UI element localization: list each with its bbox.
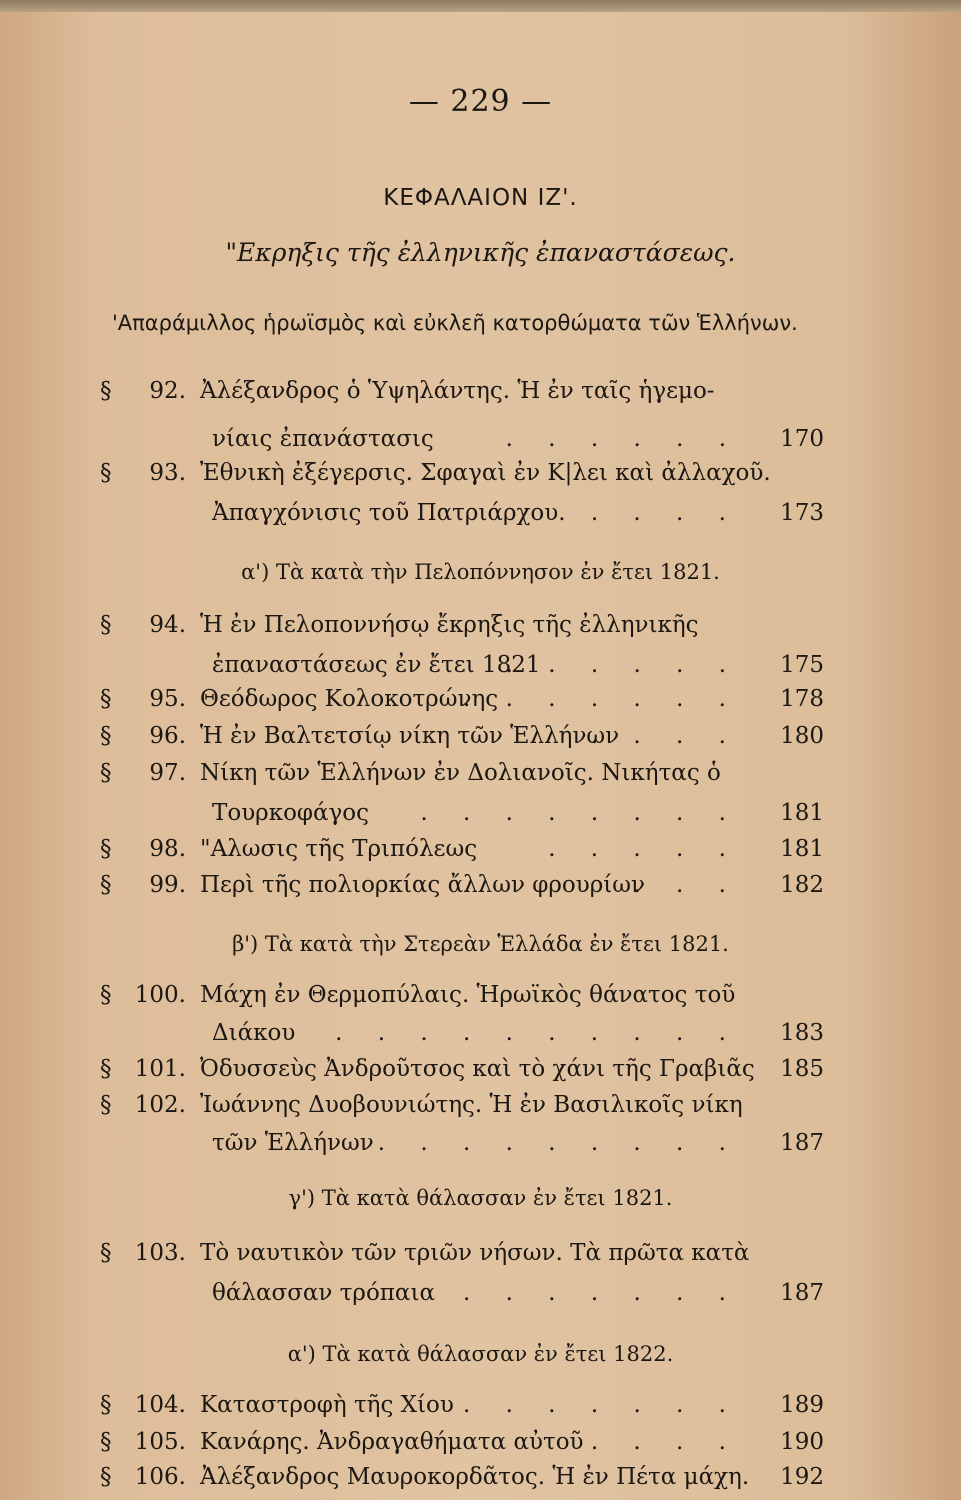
section-sign: § [100,1092,112,1118]
subheading: β') Τὰ κατὰ τὴν Στερεὰν Ἑλλάδα ἐν ἔτει 1821. [232,932,729,956]
entry-title: Ἀλέξανδρος ὁ Ὑψηλάντης. Ἡ ἐν ταῖς ἡγεμο- [200,378,715,404]
leader-dots: . . . . . . . [462,1280,740,1306]
leader-dots: . . . . . . . . [420,800,740,826]
leader-dots: . . . . . . . [462,686,740,712]
page-ref: 182 [780,872,824,898]
page-ref: 173 [780,500,824,526]
page-ref: 178 [780,686,824,712]
section-number: 102. [134,1092,186,1118]
page-ref: 175 [780,652,824,678]
subheading: α') Τὰ κατὰ τὴν Πελοπόννησον ἐν ἔτει 1821. [241,560,720,584]
page-ref: 170 [780,426,824,452]
page-ref: 180 [780,723,824,749]
entry-title: Θεόδωρος Κολοκοτρώνης [200,686,499,712]
subheading: γ') Τὰ κατὰ θάλασσαν ἐν ἔτει 1821. [288,1186,673,1210]
section-sign: § [100,612,112,638]
section-number: 96. [149,723,186,749]
section-number: 94. [149,612,186,638]
section-number: 104. [134,1392,186,1418]
entry-title: Ἰωάννης Δυοβουνιώτης. Ἡ ἐν Βασιλικοῖς νίκη [200,1092,743,1118]
section-sign: § [100,1056,112,1082]
entry-title: Νίκη τῶν Ἑλλήνων ἐν Δολιανοῖς. Νικήτας ὁ [200,760,721,786]
entry-title-cont: Τουρκοφάγος [212,800,370,826]
entry-title-cont: νίαις ἐπανάστασις [212,426,434,452]
entry-title: Κανάρης. Ἀνδραγαθήματα αὐτοῦ [200,1429,584,1455]
entry-title-cont: ἐπαναστάσεως ἐν ἔτει 1821 [212,652,541,678]
chapter-title: "Εκρηξις τῆς ἐλληνικῆς ἐπαναστάσεως. [225,238,736,267]
leader-dots: . . . . . [548,836,740,862]
section-number: 97. [149,760,186,786]
page-ref: 183 [780,1020,824,1046]
page-ref: 190 [780,1429,824,1455]
entry-title-cont: τῶν Ἑλλήνων [212,1130,374,1156]
section-number: 98. [149,836,186,862]
section-number: 99. [149,872,186,898]
entry-title: Μάχη ἐν Θερμοπύλαις. Ἡρωϊκὸς θάνατος τοῦ [200,982,736,1008]
leader-dots: . . . . . . [505,652,740,678]
section-number: 92. [149,378,186,404]
section-sign: § [100,723,112,749]
page-ref: 187 [780,1280,824,1306]
entry-title: "Αλωσις τῆς Τριπόλεως [200,836,478,862]
page-ref: 189 [780,1392,824,1418]
subheading: α') Τὰ κατὰ θάλασσαν ἐν ἔτει 1822. [287,1342,674,1366]
chapter-heading: ΚΕΦΑΛΑΙΟΝ ΙΖ'. [383,185,578,211]
page-edge [0,0,961,12]
page-ref: 181 [780,800,824,826]
entry-title: Ἀλέξανδρος Μαυροκορδᾶτος. Ἡ ἐν Πέτα μάχη. [200,1464,750,1490]
leader-dots: . . . . [590,500,740,526]
leader-dots: . . . [633,872,740,898]
leader-dots: . . . . . . . . . [377,1130,740,1156]
entry-title: Περὶ τῆς πολιορκίας ἄλλων φρουρίων [200,872,646,898]
section-number: 105. [134,1429,186,1455]
entry-title: Τὸ ναυτικὸν τῶν τριῶν νήσων. Τὰ πρῶτα κατὰ [200,1240,750,1266]
leader-dots: . . . . . . . [462,1392,740,1418]
section-number: 100. [134,982,186,1008]
leader-dots: . . . . . . . . . . [335,1020,740,1046]
section-sign: § [100,1429,112,1455]
page-number: — 229 — [408,84,553,119]
entry-title-cont: Ἀπαγχόνισις τοῦ Πατριάρχου. [212,500,566,526]
section-number: 103. [134,1240,186,1266]
leader-dots: . . . . [590,723,740,749]
entry-title-cont: Διάκου [212,1020,296,1046]
entry-title-cont: θάλασσαν τρόπαια [212,1280,436,1306]
page-ref: 192 [780,1464,824,1490]
chapter-summary: 'Απαράμιλλος ἡρωϊσμὸς καὶ εὐκλεῆ κατορθώματα τῶν Ἑλλήνων. [112,311,798,335]
section-sign: § [100,686,112,712]
section-sign: § [100,460,112,486]
section-number: 95. [149,686,186,712]
page-ref: 185 [780,1056,824,1082]
section-sign: § [100,1240,112,1266]
section-number: 93. [149,460,186,486]
section-sign: § [100,872,112,898]
page-ref: 187 [780,1130,824,1156]
section-number: 106. [134,1464,186,1490]
section-sign: § [100,760,112,786]
leader-dots: . . . . [590,1429,740,1455]
entry-title: Καταστροφὴ τῆς Χίου [200,1392,454,1418]
entry-title: Ἐθνικὴ ἐξέγερσις. Σφαγαὶ ἐν Κ|λει καὶ ἀλλαχοῦ. [200,460,771,486]
entry-title: Ὀδυσσεὺς Ἀνδροῦτσος καὶ τὸ χάνι τῆς Γραβιᾶς [200,1056,755,1082]
section-sign: § [100,1392,112,1418]
page-ref: 181 [780,836,824,862]
leader-dots: . . . . . . [505,426,740,452]
section-sign: § [100,1464,112,1490]
entry-title: Ἡ ἐν Πελοποννήσῳ ἔκρηξις τῆς ἐλληνικῆς [200,612,699,638]
section-sign: § [100,836,112,862]
section-sign: § [100,982,112,1008]
entry-title: Ἡ ἐν Βαλτετσίῳ νίκη τῶν Ἑλλήνων [200,723,620,749]
section-sign: § [100,378,112,404]
section-number: 101. [134,1056,186,1082]
